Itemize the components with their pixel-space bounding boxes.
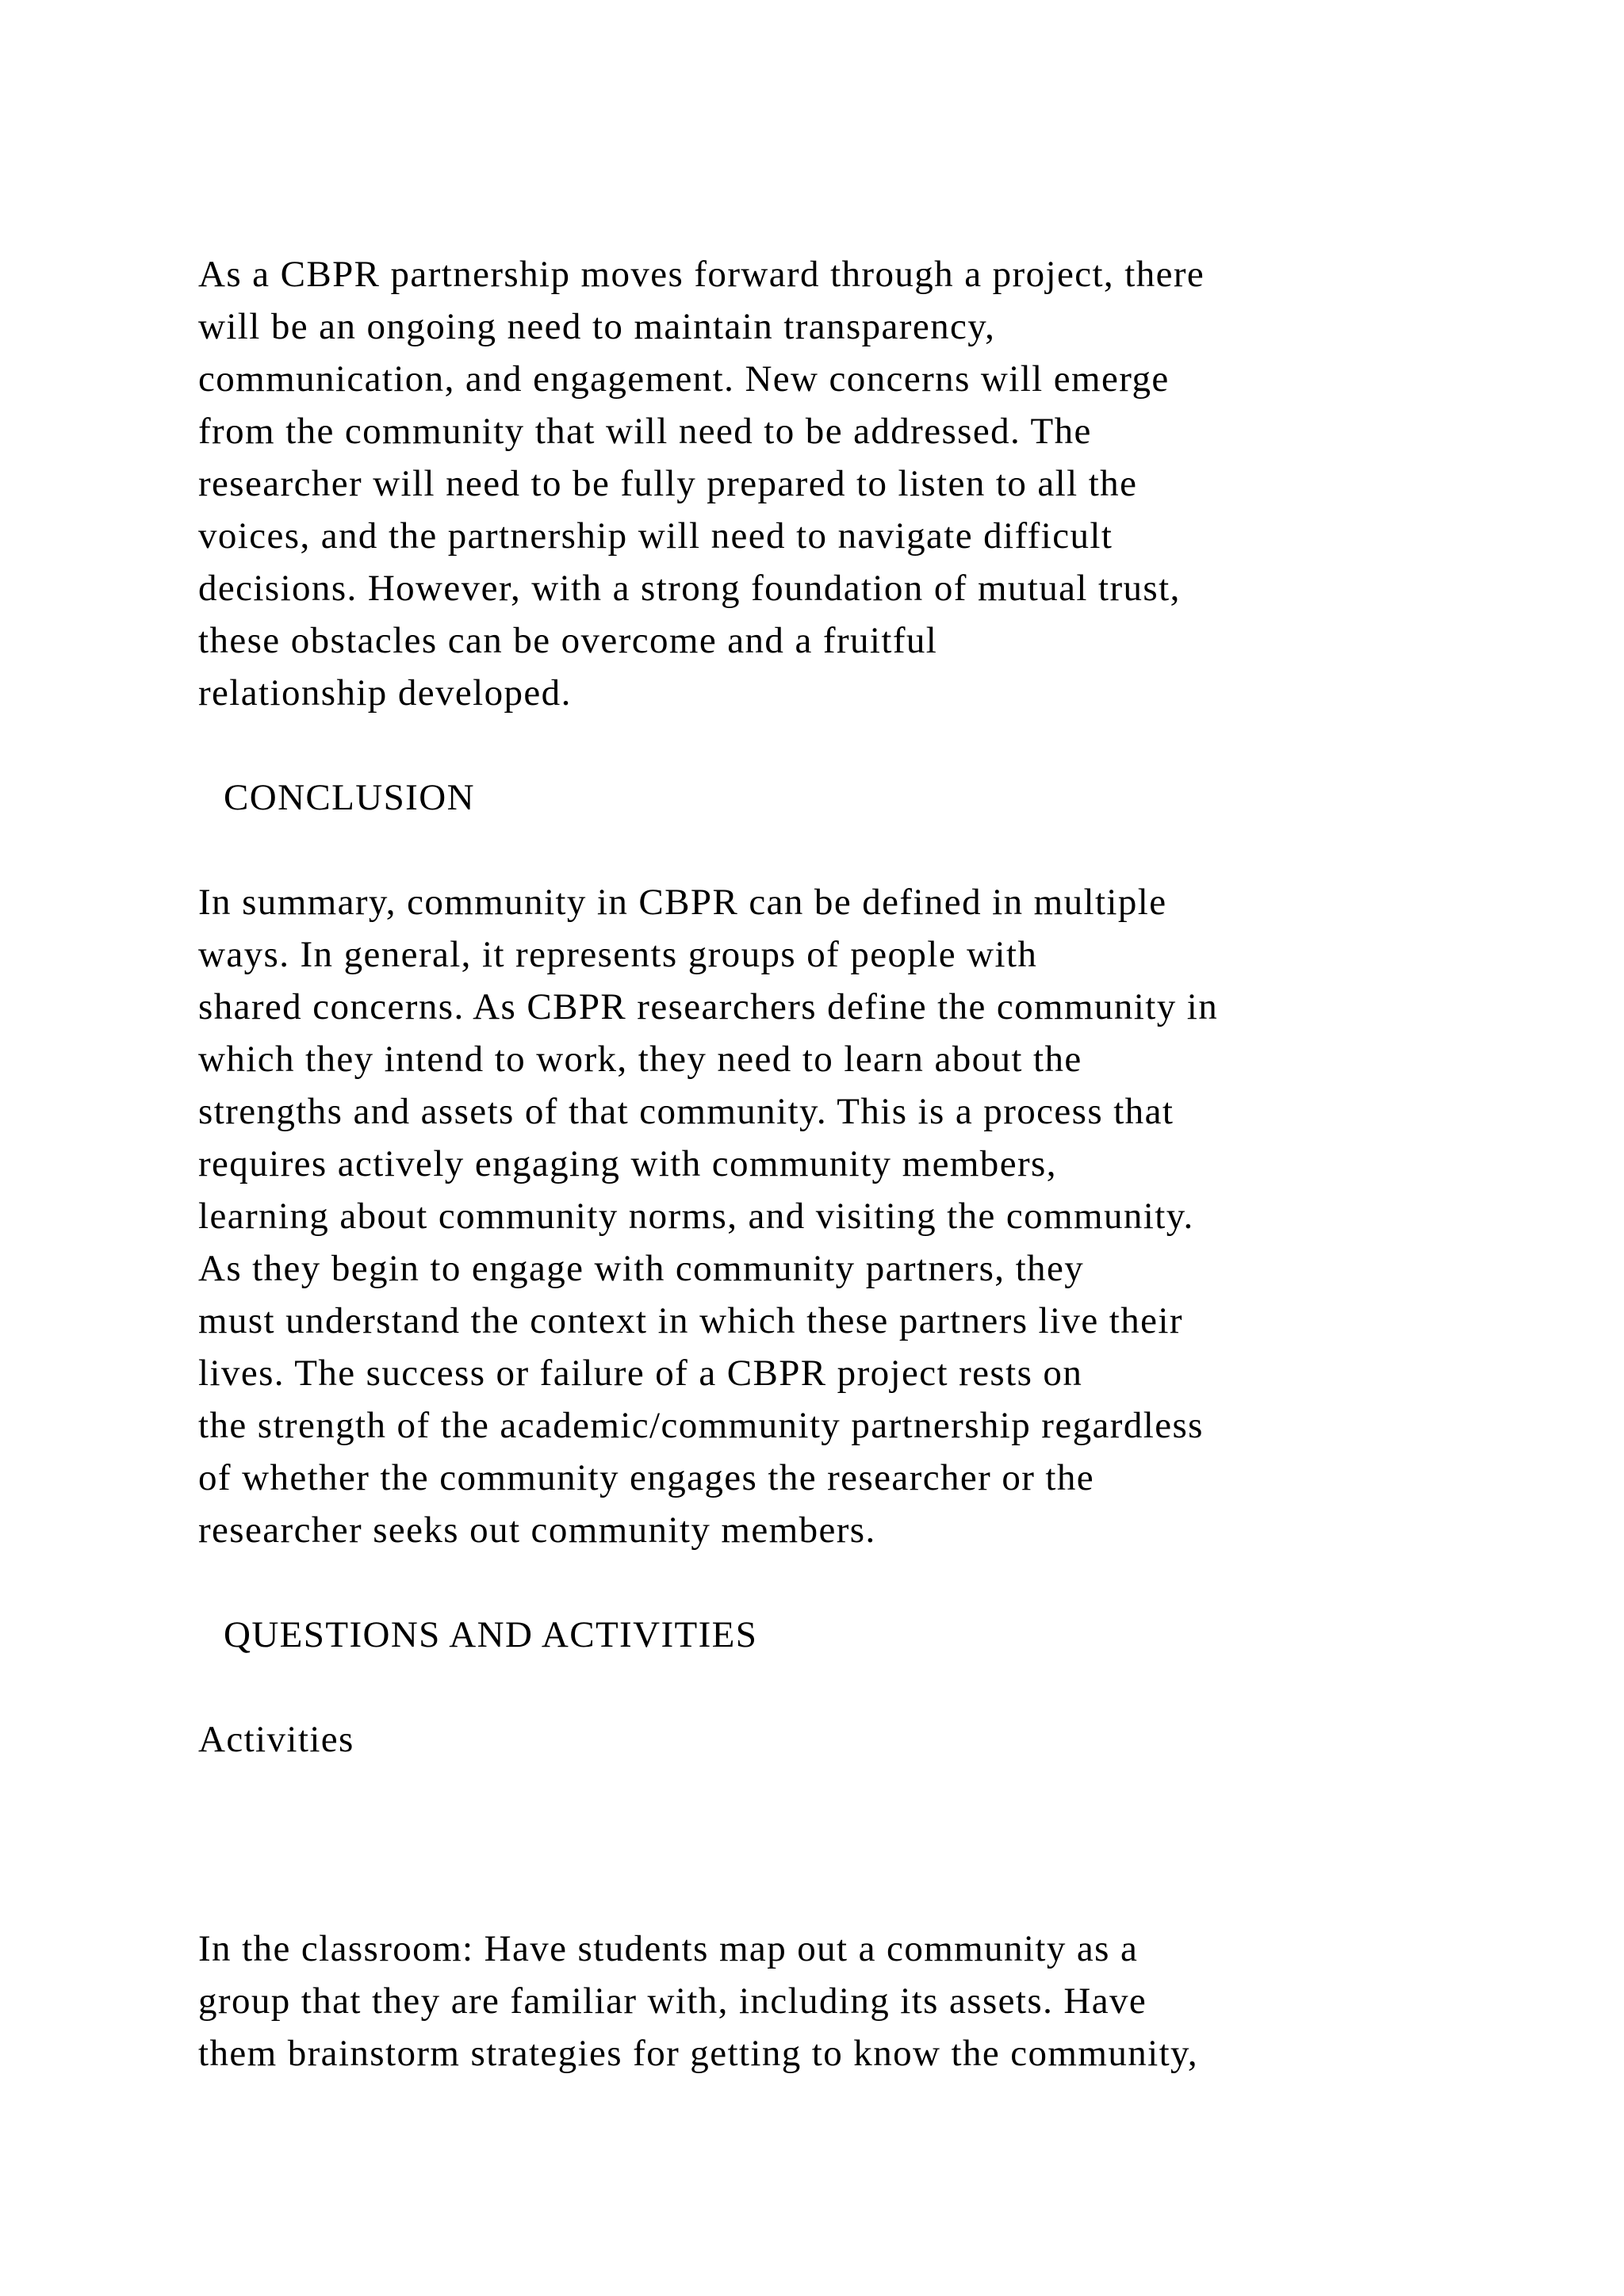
paragraph-2-line-2: ways. In general, it represents groups of people with	[198, 934, 1038, 975]
paragraph-1-line-3: communication, and engagement. New concerns will emerge	[198, 358, 1170, 400]
paragraph-1-line-4: from the community that will need to be addressed. The	[198, 411, 1092, 452]
paragraph-2-line-10: lives. The success or failure of a CBPR project rests on	[198, 1353, 1083, 1394]
paragraph-2-line-7: learning about community norms, and visiting the community.	[198, 1196, 1194, 1237]
paragraph-2-line-1: In summary, community in CBPR can be defined in multiple	[198, 882, 1167, 923]
paragraph-1-line-9: relationship developed.	[198, 672, 572, 714]
subheading-activities: Activities	[198, 1719, 354, 1760]
paragraph-1-line-5: researcher will need to be fully prepared to listen to all the	[198, 463, 1138, 504]
paragraph-1-line-1: As a CBPR partnership moves forward through a project, there	[198, 254, 1205, 295]
paragraph-2-line-13: researcher seeks out community members.	[198, 1510, 876, 1551]
paragraph-2-line-12: of whether the community engages the researcher or the	[198, 1457, 1095, 1498]
heading-conclusion: CONCLUSION	[224, 777, 475, 818]
paragraph-2-line-4: which they intend to work, they need to learn about the	[198, 1039, 1082, 1080]
paragraph-1-line-8: these obstacles can be overcome and a fruitful	[198, 620, 938, 661]
paragraph-1-line-7: decisions. However, with a strong foundation of mutual trust,	[198, 568, 1181, 609]
paragraph-2-line-3: shared concerns. As CBPR researchers define the community in	[198, 986, 1219, 1027]
heading-questions-and-activities: QUESTIONS AND ACTIVITIES	[224, 1614, 758, 1655]
paragraph-2-line-8: As they begin to engage with community partners, they	[198, 1248, 1085, 1289]
paragraph-2-line-9: must understand the context in which these partners live their	[198, 1300, 1183, 1341]
paragraph-1-line-2: will be an ongoing need to maintain transparency,	[198, 306, 996, 347]
paragraph-2-line-6: requires actively engaging with community members,	[198, 1143, 1057, 1184]
paragraph-1-line-6: voices, and the partnership will need to navigate difficult	[198, 515, 1113, 557]
paragraph-2-line-11: the strength of the academic/community partnership regardless	[198, 1405, 1204, 1446]
paragraph-3-line-2: group that they are familiar with, including its assets. Have	[198, 1980, 1147, 2022]
paragraph-2-line-5: strengths and assets of that community. This is a process that	[198, 1091, 1174, 1132]
paragraph-3-line-3: them brainstorm strategies for getting to know the community,	[198, 2033, 1199, 2074]
paragraph-3-line-1: In the classroom: Have students map out a community as a	[198, 1928, 1139, 1969]
